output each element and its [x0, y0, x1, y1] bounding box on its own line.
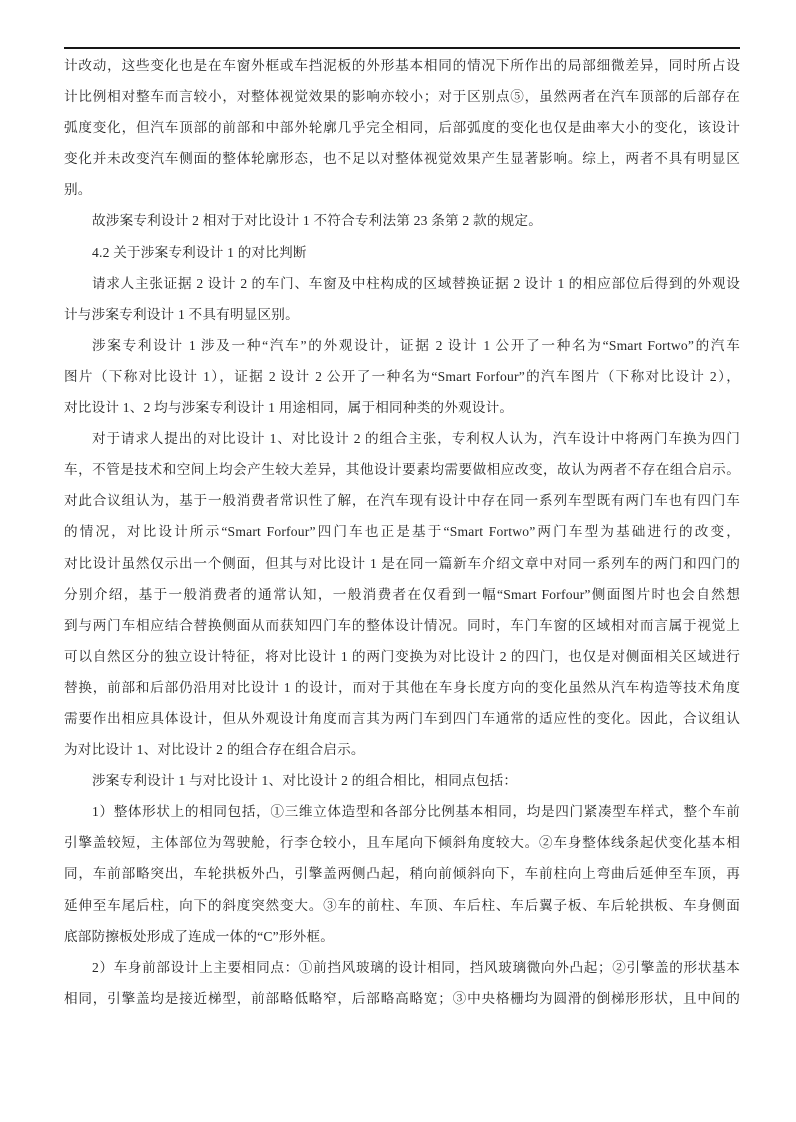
text-line: 对比设计虽然仅示出一个侧面，但其与对比设计 1 是在同一篇新车介绍文章中对同一系列车的两门和四门的	[64, 555, 740, 571]
text-line: 延伸至车尾后柱，向下的斜度突然变大。③车的前柱、车顶、车后柱、车后翼子板、车后轮拱板、车身侧面	[64, 897, 740, 913]
section-heading-line: 4.2 关于涉案专利设计 1 的对比判断	[92, 244, 307, 260]
text-line: 对比设计 1、2 均与涉案专利设计 1 用途相同，属于相同种类的外观设计。	[64, 400, 514, 416]
document-body	[64, 50, 740, 1014]
text-line: 变化并未改变汽车侧面的整体轮廓形态，也不足以对整体视觉效果产生显著影响。综上，两者不具有明显区	[64, 151, 740, 167]
text-line: 别。	[64, 182, 92, 198]
text-line: 引擎盖较短，主体部位为驾驶舱，行李仓较小，且车尾向下倾斜角度较大。②车身整体线条起伏变化基本相	[64, 835, 740, 851]
text-line: 替换，前部和后部仍沿用对比设计 1 的设计，而对于其他在车身长度方向的变化虽然从汽车构造等技术角度	[64, 679, 740, 695]
text-line: 故涉案专利设计 2 相对于对比设计 1 不符合专利法第 23 条第 2 款的规定。	[92, 213, 542, 229]
text-line: 到与两门车相应结合替换侧面从而获知四门车的整体设计情况。同时，车门车窗的区域相对而言属于视觉上	[64, 617, 740, 633]
text-line: 弧度变化，但汽车顶部的前部和中部外轮廓几乎完全相同，后部弧度的变化也仅是曲率大小的变化，该设计	[64, 120, 740, 136]
text-line: 计与涉案专利设计 1 不具有明显区别。	[64, 306, 299, 322]
text-line: 涉案专利设计 1 与对比设计 1、对比设计 2 的组合相比，相同点包括：	[92, 773, 518, 789]
text-line: 为对比设计 1、对比设计 2 的组合存在组合启示。	[64, 742, 365, 758]
text-line: 相同，引擎盖均是接近梯型，前部略低略窄，后部略高略宽；③中央格栅均为圆滑的倒梯形形状，且中间的	[64, 990, 740, 1006]
text-line: 1）整体形状上的相同包括，①三维立体造型和各部分比例基本相同，均是四门紧凑型车样式，整个车前	[92, 804, 740, 820]
text-line: 的情况，对比设计所示“Smart Forfour”四门车也正是基于“Smart Fortwo”两门车型为基础进行的改变，	[64, 524, 740, 540]
text-line: 图片（下称对比设计 1），证据 2 设计 2 公开了一种名为“Smart Forfour”的汽车图片（下称对比设计 2），	[64, 368, 740, 384]
header-rule-divider	[64, 47, 740, 49]
text-line: 需要作出相应具体设计，但从外观设计角度而言其为两门车到四门车通常的适应性的变化。因此，合议组认	[64, 710, 740, 726]
text-line: 2）车身前部设计上主要相同点：①前挡风玻璃的设计相同，挡风玻璃微向外凸起；②引擎盖的形状基本	[92, 959, 740, 975]
text-line: 对于请求人提出的对比设计 1、对比设计 2 的组合主张，专利权人认为，汽车设计中将两门车换为四门	[92, 431, 740, 447]
text-line: 对此合议组认为，基于一般消费者常识性了解，在汽车现有设计中存在同一系列车型既有两门车也有四门车	[64, 493, 740, 509]
text-line: 计改动，这些变化也是在车窗外框或车挡泥板的外形基本相同的情况下所作出的局部细微差异，同时所占设	[64, 58, 740, 73]
text-line: 底部防擦板处形成了连成一体的“C”形外框。	[64, 928, 335, 944]
text-line: 车，不管是技术和空间上均会产生较大差异，其他设计要素均需要做相应改变，故认为两者不存在组合启示。	[64, 462, 740, 478]
text-line: 计比例相对整车而言较小，对整体视觉效果的影响亦较小；对于区别点⑤，虽然两者在汽车顶部的后部存在	[64, 89, 740, 105]
text-line: 涉案专利设计 1 涉及一种“汽车”的外观设计，证据 2 设计 1 公开了一种名为“Smart Fortwo”的汽车	[92, 337, 740, 353]
text-line: 分别介绍，基于一般消费者的通常认知，一般消费者在仅看到一幅“Smart Forfour”侧面图片时也会自然想	[64, 586, 740, 602]
text-line: 请求人主张证据 2 设计 2 的车门、车窗及中柱构成的区域替换证据 2 设计 1 的相应部位后得到的外观设	[92, 275, 740, 291]
text-line: 可以自然区分的独立设计特征，将对比设计 1 的两门变换为对比设计 2 的四门，也仅是对侧面相关区域进行	[64, 648, 740, 664]
text-line: 同，车前部略突出，车轮拱板外凸，引擎盖两侧凸起，稍向前倾斜向下，车前柱向上弯曲后延伸至车顶，再	[64, 866, 740, 882]
